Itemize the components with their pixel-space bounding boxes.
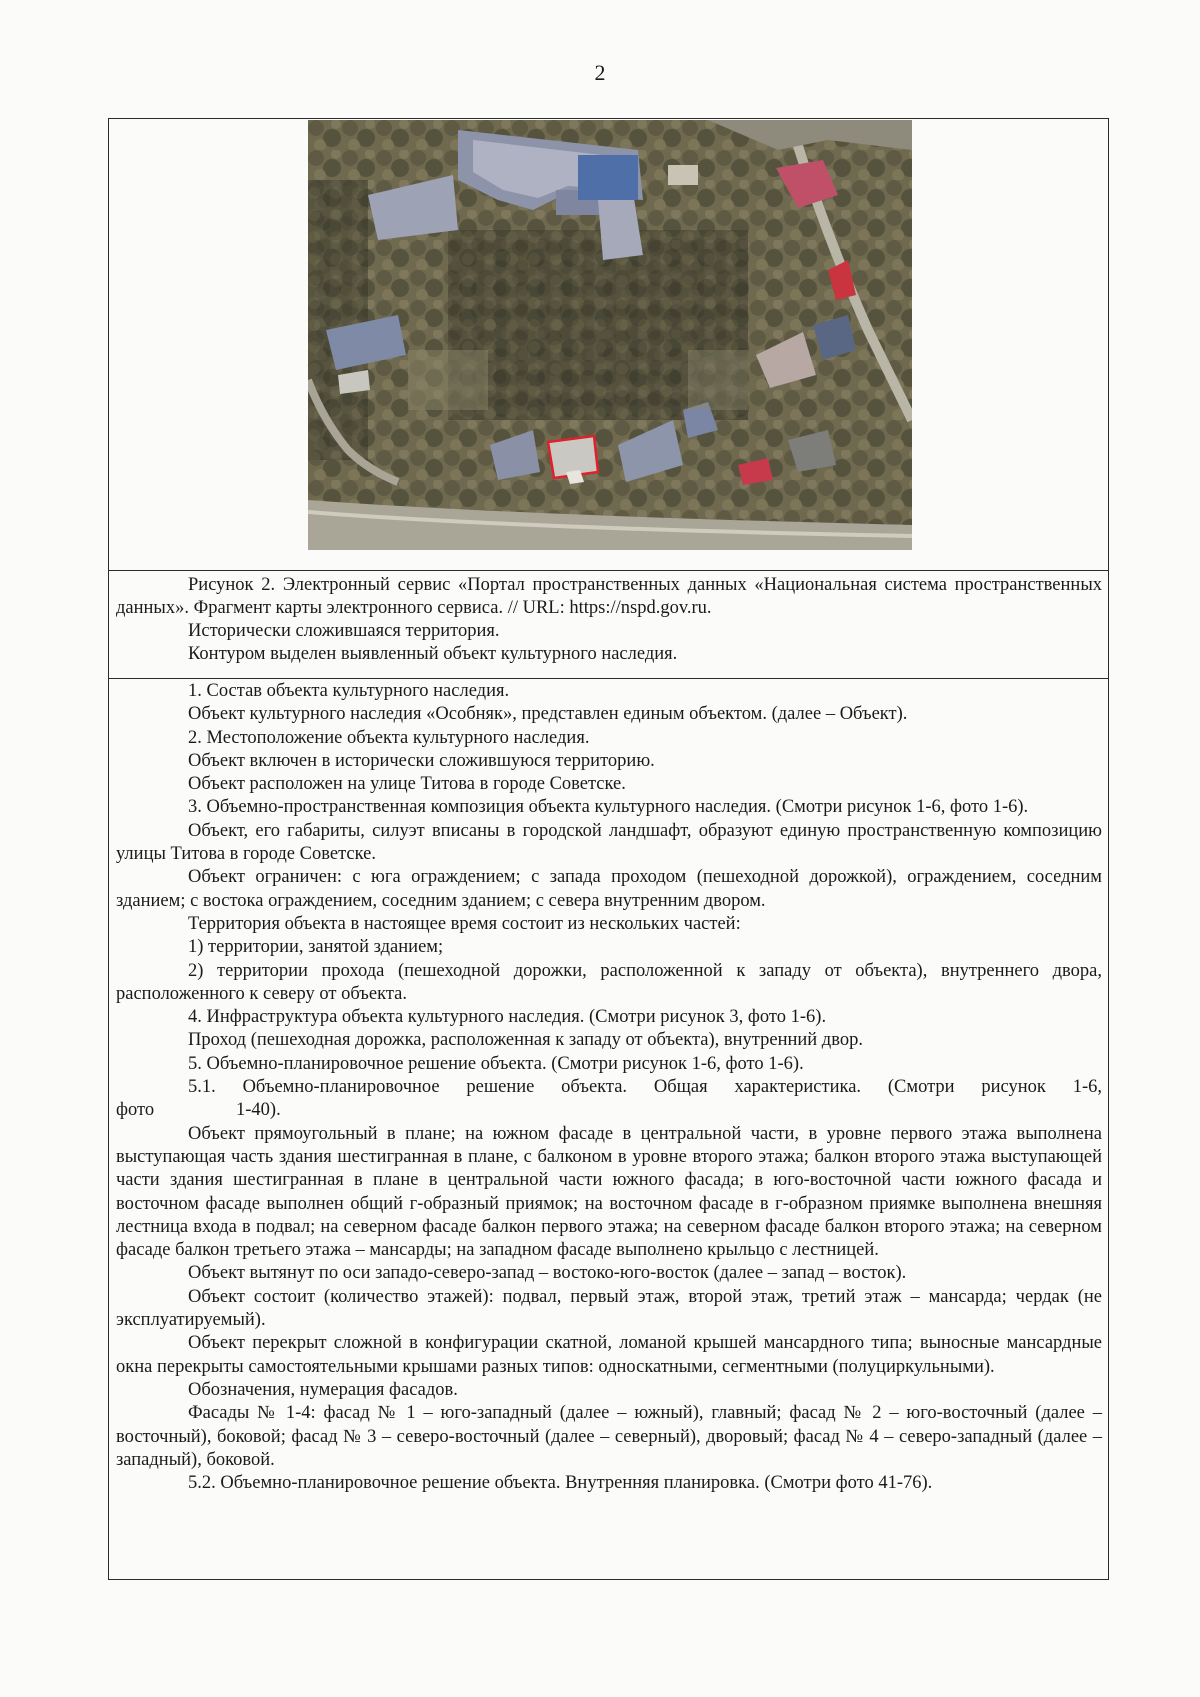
page-number: 2	[594, 60, 606, 85]
paragraph: Объект включен в исторически сложившуюся территорию.	[188, 750, 655, 771]
paragraph: 4. Инфраструктура объекта культурного наследия. (Смотри рисунок 3, фото 1-6).	[188, 1007, 827, 1028]
document-body	[116, 680, 1102, 1495]
paragraph: Объект расположен на улице Титова в городе Советске.	[188, 774, 626, 795]
figure-caption-line: Контуром выделен выявленный объект культурного наследия.	[188, 644, 678, 664]
aerial-map-image	[308, 120, 912, 550]
paragraph: Территория объекта в настоящее время состоит из нескольких частей:	[188, 913, 741, 934]
paragraph: Объект, его габариты, силуэт вписаны в городской ландшафт, образуют единую пространственную композицию улицы Титова в городе Советске.	[116, 820, 1102, 865]
paragraph: Объект перекрыт сложной в конфигурации скатной, ломаной крышей мансардного типа; выносные мансардные окна перекрыты самостоятельными крышами разных типов: односкатными, сегментными (полуциркульными).	[116, 1333, 1102, 1377]
paragraph: 1. Состав объекта культурного наследия.	[188, 681, 510, 701]
paragraph: 2. Местоположение объекта культурного наследия.	[188, 727, 590, 748]
paragraph-continuation	[116, 1099, 1102, 1122]
list-item: 1) территории, занятой зданием;	[188, 937, 444, 958]
paragraph-fragment: фото	[116, 1100, 155, 1121]
list-item: 2) территории прохода (пешеходной дорожки, расположенной к западу от объекта), внутреннего двора, расположенного к северу от объекта.	[116, 960, 1102, 1004]
paragraph: Объект вытянут по оси западо-северо-запад – востоко-юго-восток (далее – запад – восток).	[188, 1263, 907, 1284]
paragraph: 5. Объемно-планировочное решение объекта. (Смотри рисунок 1-6, фото 1-6).	[188, 1053, 804, 1074]
figure-caption-line: Исторически сложившаяся территория.	[188, 621, 500, 641]
paragraph: Объект культурного наследия «Особняк», представлен единым объектом. (далее – Объект).	[188, 704, 908, 725]
paragraph: 5.1. Объемно-планировочное решение объекта. Общая характеристика. (Смотри рисунок 1-6,	[188, 1077, 1102, 1098]
paragraph: Объект состоит (количество этажей): подвал, первый этаж, второй этаж, третий этаж – мансарда; чердак (не эксплуатируемый).	[116, 1286, 1102, 1331]
paragraph-fragment: 1-40).	[236, 1100, 281, 1121]
paragraph: Проход (пешеходная дорожка, расположенная к западу от объекта), внутренний двор.	[188, 1030, 863, 1051]
figure-caption-divider	[108, 570, 1109, 571]
figure-caption-title: Рисунок 2. Электронный сервис «Портал пространственных данных «Национальная система пространственных данных». Фрагмент карты электронного сервиса. // URL: https://nspd.gov.ru.	[116, 575, 1102, 618]
paragraph: 3. Объемно-пространственная композиция объекта культурного наследия. (Смотри рисунок 1-6, фото 1-6).	[188, 797, 1029, 818]
paragraph: Объект ограничен: с юга ограждением; с запада проходом (пешеходной дорожкой), ограждением, соседним зданием; с востока ограждением, соседним зданием; с севера внутренним двором.	[116, 867, 1102, 911]
figure-caption	[116, 574, 1102, 666]
paragraph: Обозначения, нумерация фасадов.	[188, 1379, 458, 1400]
paragraph: Объект прямоугольный в плане; на южном фасаде в центральной части, в уровне первого этажа выполнена выступающая часть здания шестигранная в плане, с балконом в уровне второго этажа; балкон второго этажа выступающей части здания шестигранная в плане в центральной части южного фасада; в юго-восточной части южного фасада и восточном фасаде выполнен общий г-образный приямок; на восточном фасаде в г-образном приямке выполнена внешняя лестница входа в подвал; на северном фасаде балкон первого этажа; на северном фасаде балкон второго этажа; на северном фасаде балкон третьего этажа – мансарды; на западном фасаде выполнено крыльцо с лестницей.	[116, 1123, 1102, 1261]
paragraph: 5.2. Объемно-планировочное решение объекта. Внутренняя планировка. (Смотри фото 41-76).	[188, 1473, 933, 1494]
paragraph: Фасады № 1-4: фасад № 1 – юго-западный (далее – южный), главный; фасад № 2 – юго-восточный (далее – восточный), боковой; фасад № 3 – северо-восточный (далее – северный), дворовый; фасад № 4 – северо-западный (далее – западный), боковой.	[116, 1403, 1102, 1470]
